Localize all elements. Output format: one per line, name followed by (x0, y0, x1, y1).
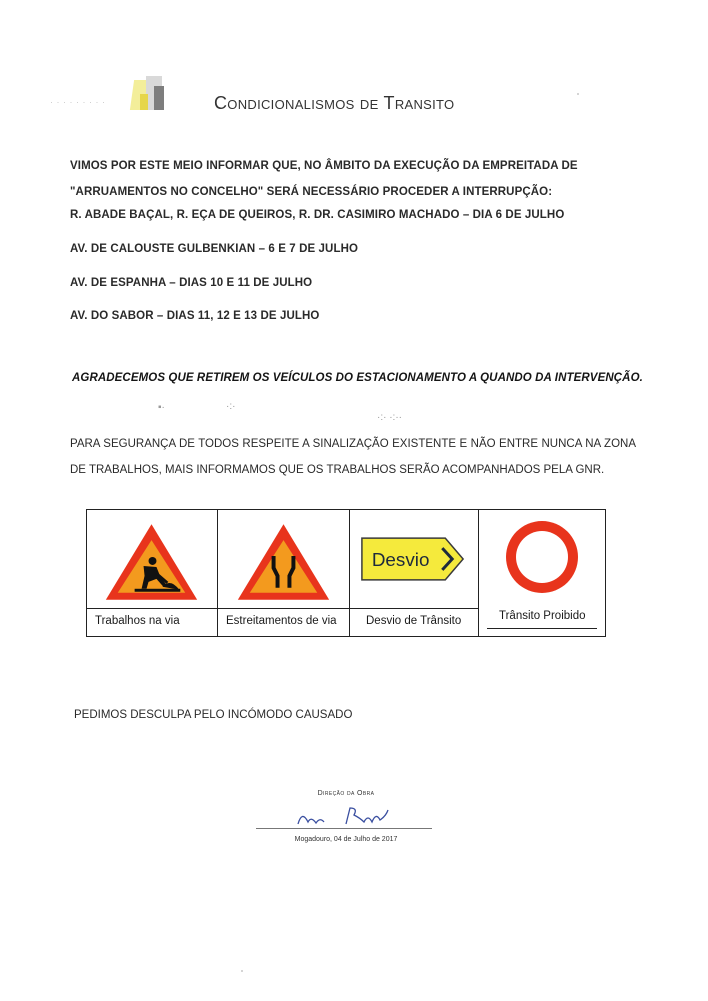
sign-label-cell (87, 608, 217, 636)
place-and-date: Mogadouro, 04 de Julho de 2017 (294, 836, 398, 843)
sign-label-cell (218, 608, 349, 636)
company-logo: · · · · · · · · · (50, 74, 170, 114)
project-name: "ARRUAMENTOS NO CONCELHO" (70, 186, 264, 198)
street-closure-item: AV. DE CALOUSTE GULBENKIAN – 6 E 7 DE JULHO (70, 243, 359, 255)
parking-notice: AGRADECEMOS QUE RETIREM OS VEÍCULOS DO ESTACIONAMENTO A QUANDO DA INTERVENÇÃO. (72, 372, 643, 384)
street-closure-item: R. ABADE BAÇAL, R. EÇA DE QUEIROS, R. DR. CASIMIRO MACHADO – DIA 6 DE JULHO (70, 209, 565, 221)
scan-smudge: ·:· (226, 401, 236, 412)
sign-cell-roadworks (87, 510, 218, 636)
intro-paragraph (70, 153, 640, 205)
sign-label-cell (350, 608, 478, 636)
detour-arrow-icon (350, 514, 478, 606)
intro-text-after: SERÁ NECESSÁRIO PROCEDER A INTERRUPÇÃO: (263, 186, 553, 198)
road-narrows-warning-icon (218, 514, 349, 606)
roadworks-warning-icon (87, 514, 217, 606)
scan-smudge: ·:· ·:·· (377, 412, 402, 423)
apology-text: PEDIMOS DESCULPA PELO INCÓMODO CAUSADO (74, 709, 353, 721)
sign-cell-narrowing (218, 510, 350, 636)
scan-smudge: ▪· (158, 402, 165, 413)
sign-cell-no-entry (479, 510, 605, 636)
page-title: Condicionalismos de Transito (214, 93, 455, 113)
sign-label: Trânsito Proibido (499, 610, 586, 622)
detour-sign-text: Desvio (371, 548, 430, 570)
signatory-title: Direção da Obra (317, 790, 375, 797)
safety-paragraph: PARA SEGURANÇA DE TODOS RESPEITE A SINALIZAÇÃO EXISTENTE E NÃO ENTRE NUNCA NA ZONA DE TRABALHOS, MAIS INFORMAMOS QUE OS TRABALHOS SERÃO ACOMPANHADOS PELA GNR. (70, 438, 636, 476)
sign-label: Estreitamentos de via (226, 615, 337, 627)
sign-label-cell (479, 608, 605, 636)
street-closure-item: AV. DO SABOR – DIAS 11, 12 E 13 DE JULHO (70, 310, 320, 322)
handwritten-signature (256, 802, 436, 828)
sign-cell-detour (350, 510, 479, 636)
no-entry-circle-icon (479, 514, 605, 606)
intro-text: VIMOS POR ESTE MEIO INFORMAR QUE, NO ÂMBITO DA EXECUÇÃO DA EMPREITADA DE (70, 160, 578, 172)
sign-label: Desvio de Trânsito (366, 615, 462, 627)
traffic-signs-table (86, 509, 606, 637)
sign-label: Trabalhos na via (95, 615, 180, 627)
signature-line (256, 828, 432, 829)
street-closure-item: AV. DE ESPANHA – DIAS 10 E 11 DE JULHO (70, 277, 313, 289)
